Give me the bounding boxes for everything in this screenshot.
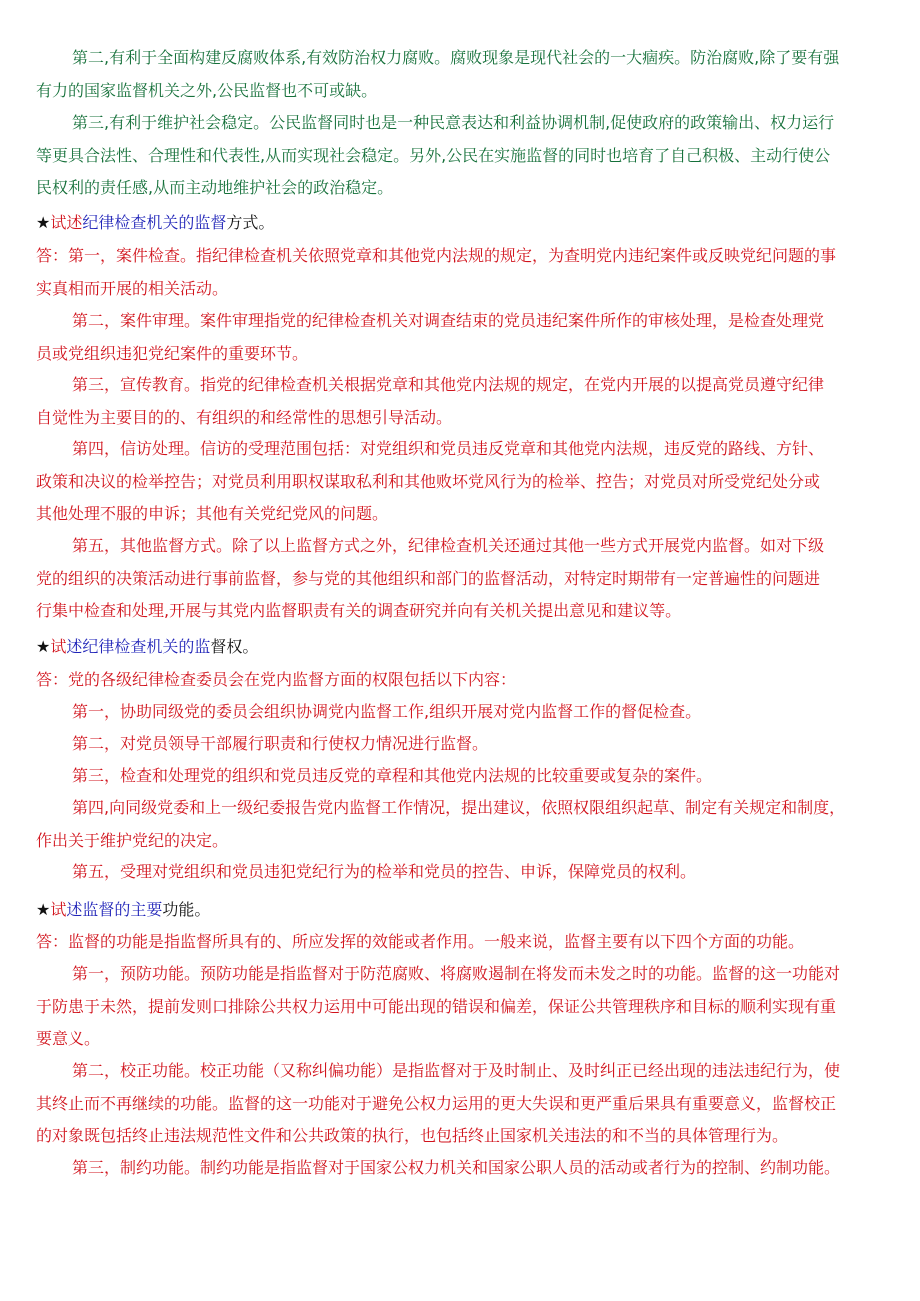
star-icon: ★ (36, 900, 51, 919)
text-line: 第四，信访处理。信访的受理范围包括：对党组织和党员违反党章和其他党内法规，违反党的路线、方针、 (72, 439, 825, 458)
text-line: 第一，预防功能。预防功能是指监督对于防范腐败、将腐败遏制在将发而未发之时的功能。监督的这一功能对 (72, 964, 841, 983)
text-line: 答：党的各级纪律检查委员会在党内监督方面的权限包括以下内容： (36, 670, 517, 689)
answer-paragraph (36, 664, 888, 697)
heading-suffix: 督权。 (210, 637, 259, 656)
paragraph (36, 792, 888, 857)
heading-keyword: 纪律检查机关的监督 (82, 213, 227, 232)
text-line: 第三，宣传教育。指党的纪律检查机关根据党章和其他党内法规的规定，在党内开展的以提高党员遵守纪律 (72, 375, 825, 394)
question-heading (36, 631, 888, 664)
text-line: 其终止而不再继续的功能。监督的这一功能对于避免公权力运用的更大失误和更严重后果具有重要意义，监督校正 (36, 1093, 837, 1113)
text-line: 第三，检查和处理党的组织和党员违反党的章程和其他党内法规的比较重要或复杂的案件。 (72, 766, 713, 785)
text-line: 第二，案件审理。案件审理指党的纪律检查机关对调查结束的党员违纪案件所作的审核处理，是检查处理党 (72, 311, 825, 330)
heading-keyword: 述监督的主要 (66, 900, 163, 919)
heading-prefix: 试 (50, 900, 67, 919)
paragraph (36, 107, 888, 205)
text-line: 第三,有利于维护社会稳定。公民监督同时也是一种民意表达和利益协调机制,促使政府的政策输出、权力运行 (72, 113, 835, 132)
question-heading (36, 207, 888, 240)
paragraph (36, 958, 888, 1056)
star-icon: ★ (36, 637, 51, 656)
text-line: 员或党组织违犯党纪案件的重要环节。 (36, 343, 309, 363)
paragraph (36, 530, 888, 628)
heading-suffix: 方式。 (226, 213, 275, 232)
heading-suffix: 功能。 (162, 900, 211, 919)
heading-prefix: 试述 (50, 213, 83, 232)
text-line: 第四,向同级党委和上一级纪委报告党内监督工作情况，提出建议，依照权限组织起草、制定有关规定和制度， (72, 798, 846, 817)
paragraph (36, 696, 888, 729)
text-line: 第五，受理对党组织和党员违犯党纪行为的检举和党员的控告、申诉，保障党员的权利。 (72, 862, 697, 881)
paragraph (36, 856, 888, 889)
text-line: 有力的国家监督机关之外,公民监督也不可或缺。 (36, 80, 378, 100)
text-line: 于防患于未然，提前发则口排除公共权力运用中可能出现的错误和偏差，保证公共管理秩序和目标的顺利实现有重 (36, 996, 837, 1016)
text-line: 第二，校正功能。校正功能（又称纠偏功能）是指监督对于及时制止、及时纠正已经出现的违法违纪行为，使 (72, 1061, 841, 1080)
answer-paragraph (36, 240, 888, 305)
heading-prefix: 试 (50, 637, 67, 656)
text-line: 答：监督的功能是指监督所具有的、所应发挥的效能或者作用。一般来说，监督主要有以下四个方面的功能。 (36, 932, 805, 951)
paragraph (36, 369, 888, 434)
paragraph (36, 1055, 888, 1153)
text-line: 政策和决议的检举控告；对党员利用职权谋取私利和其他败坏党风行为的检举、控告；对党员对所受党纪处分或 (36, 471, 821, 491)
paragraph (36, 433, 888, 531)
paragraph (36, 1152, 888, 1185)
text-line: 行集中检查和处理,开展与其党内监督职责有关的调查研究并向有关机关提出意见和建议等。 (36, 601, 682, 620)
text-line: 答：第一，案件检查。指纪律检查机关依照党章和其他党内法规的规定，为查明党内违纪案件或反映党纪问题的事 (36, 246, 837, 265)
question-heading (36, 894, 888, 927)
text-line: 其他处理不服的申诉；其他有关党纪党风的问题。 (36, 504, 389, 523)
text-line: 第三，制约功能。制约功能是指监督对于国家公权力机关和国家公职人员的活动或者行为的控制、约制功能。 (72, 1158, 841, 1177)
text-line: 第二，对党员领导干部履行职责和行使权力情况进行监督。 (72, 734, 489, 753)
text-line: 要意义。 (36, 1029, 101, 1048)
text-line: 自觉性为主要目的的、有组织的和经常性的思想引导活动。 (36, 407, 453, 427)
paragraph (36, 760, 888, 793)
text-line: 等更具合法性、合理性和代表性,从而实现社会稳定。另外,公民在实施监督的同时也培育了自己积极、主动行使公 (36, 145, 831, 165)
text-line: 第五，其他监督方式。除了以上监督方式之外，纪律检查机关还通过其他一些方式开展党内监督。如对下级 (72, 536, 825, 555)
text-line: 党的组织的决策活动进行事前监督，参与党的其他组织和部门的监督活动，对特定时期带有一定普遍性的问题进 (36, 568, 821, 588)
paragraph (36, 728, 888, 761)
text-line: 作出关于维护党纪的决定。 (36, 830, 229, 850)
paragraph (36, 305, 888, 370)
paragraph (36, 42, 888, 107)
text-line: 实真相而开展的相关活动。 (36, 278, 229, 298)
text-line: 的对象既包括终止违法规范性文件和公共政策的执行，也包括终止国家机关违法的和不当的具体管理行为。 (36, 1126, 789, 1145)
text-line: 第一，协助同级党的委员会组织协调党内监督工作,组织开展对党内监督工作的督促检查。 (72, 702, 702, 721)
text-line: 第二,有利于全面构建反腐败体系,有效防治权力腐败。腐败现象是现代社会的一大痼疾。防治腐败,除了要有强 (72, 48, 840, 67)
text-line: 民权利的责任感,从而主动地维护社会的政治稳定。 (36, 178, 394, 197)
answer-paragraph (36, 926, 888, 959)
heading-keyword: 述纪律检查机关的监 (66, 637, 211, 656)
star-icon: ★ (36, 213, 51, 232)
